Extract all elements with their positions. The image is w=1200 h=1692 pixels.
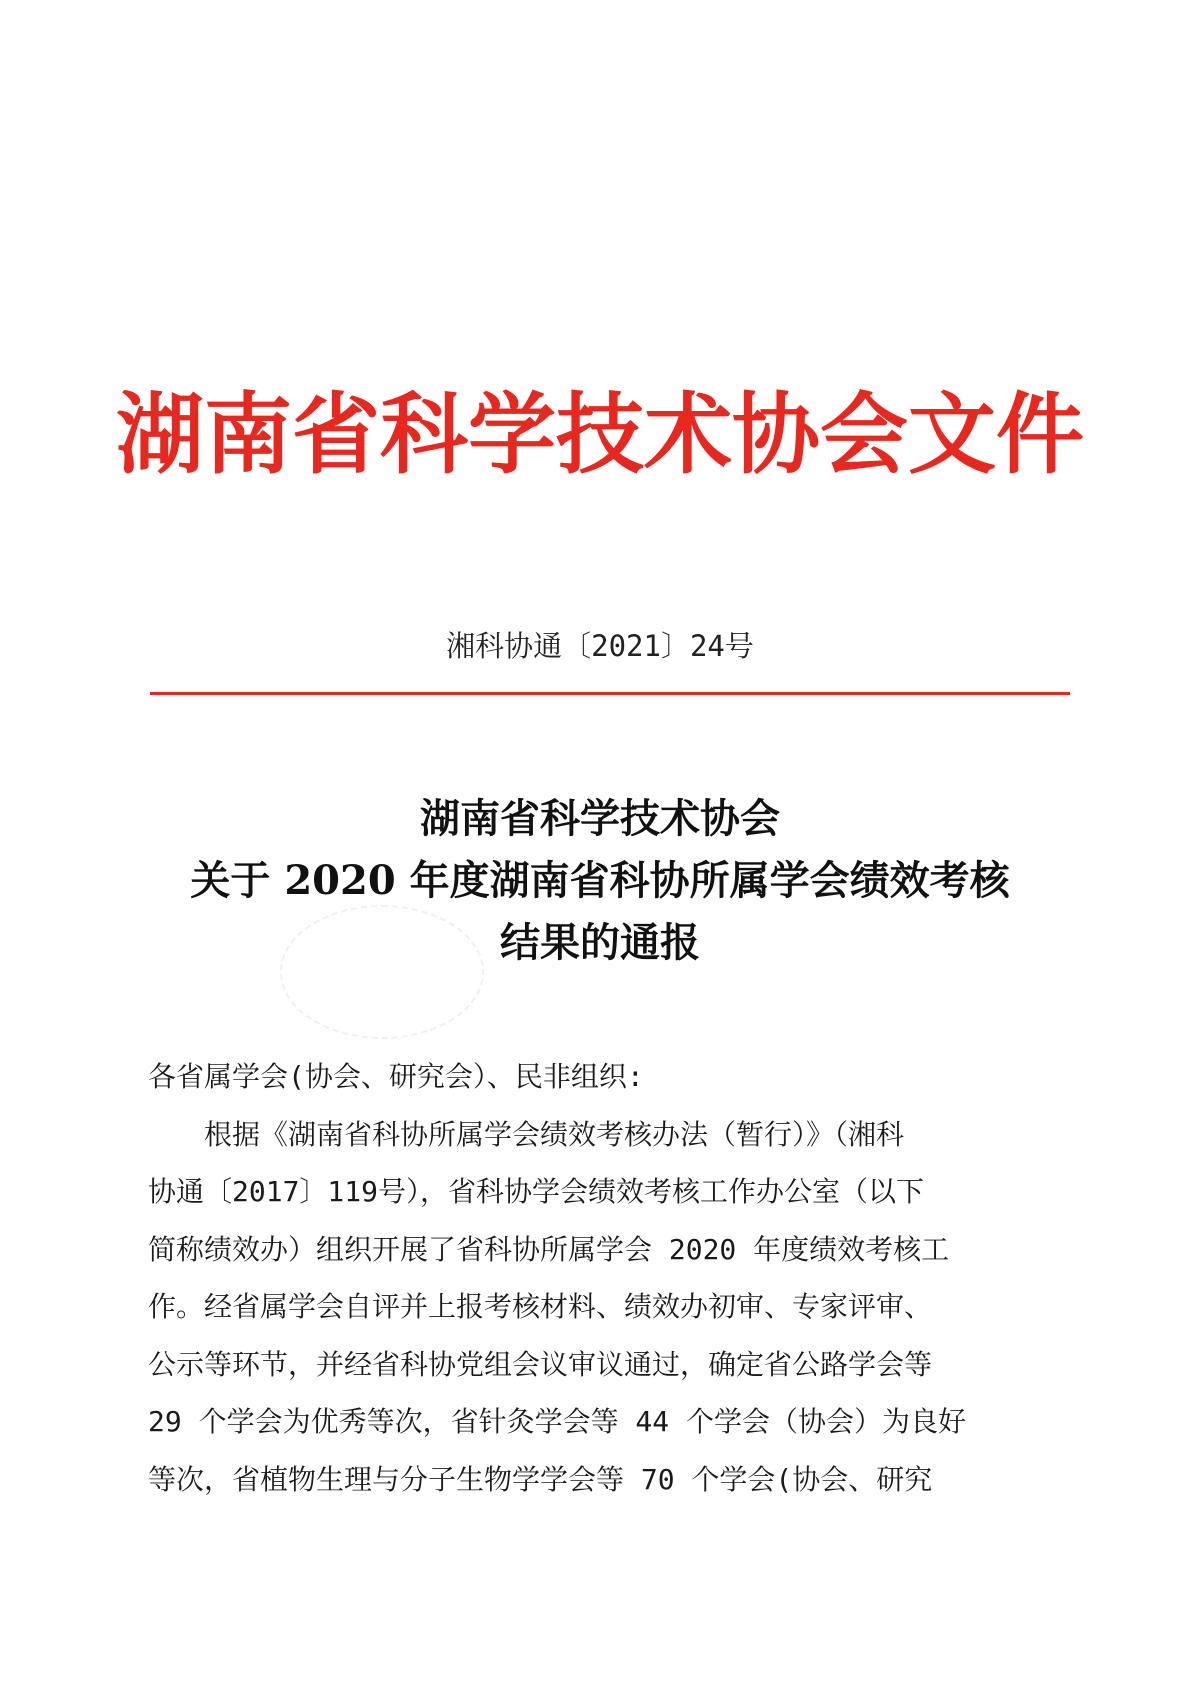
body-paragraph-line: 等次，省植物生理与分子生物学学会等 70 个学会(协会、研究: [148, 1462, 933, 1496]
document-number: 湘科协通〔2021〕24号: [446, 629, 754, 663]
body-paragraph-line: 协通〔2017〕119号），省科协学会绩效考核工作办公室（以下: [148, 1175, 925, 1208]
title-line-2: 关于 2020 年度湖南省科协所属学会绩效考核: [190, 857, 1010, 904]
body-paragraph-line: 29 个学会为优秀等次，省针灸学会等 44 个学会（协会）为良好: [148, 1405, 967, 1438]
document-body: [148, 1048, 1070, 1508]
body-paragraph-line: 简称绩效办）组织开展了省科协所属学会 2020 年度绩效考核工: [148, 1232, 950, 1266]
body-paragraph-line: 根据《湖南省科协所属学会绩效考核办法（暂行）》（湘科: [204, 1117, 905, 1151]
red-separator-line: [150, 692, 1070, 695]
document-title: [0, 788, 1200, 974]
body-paragraph-line: 公示等环节，并经省科协党组会议审议通过，确定省公路学会等: [148, 1347, 933, 1381]
salutation: 各省属学会(协会、研究会）、民非组织:: [148, 1060, 644, 1093]
title-line-3: 结果的通报: [500, 919, 700, 966]
document-masthead: 湖南省科学技术协会文件: [115, 383, 1084, 486]
body-paragraph-line: 作。经省属学会自评并上报考核材料、绩效办初审、专家评审、: [148, 1290, 933, 1323]
title-line-1: 湖南省科学技术协会: [420, 795, 780, 842]
